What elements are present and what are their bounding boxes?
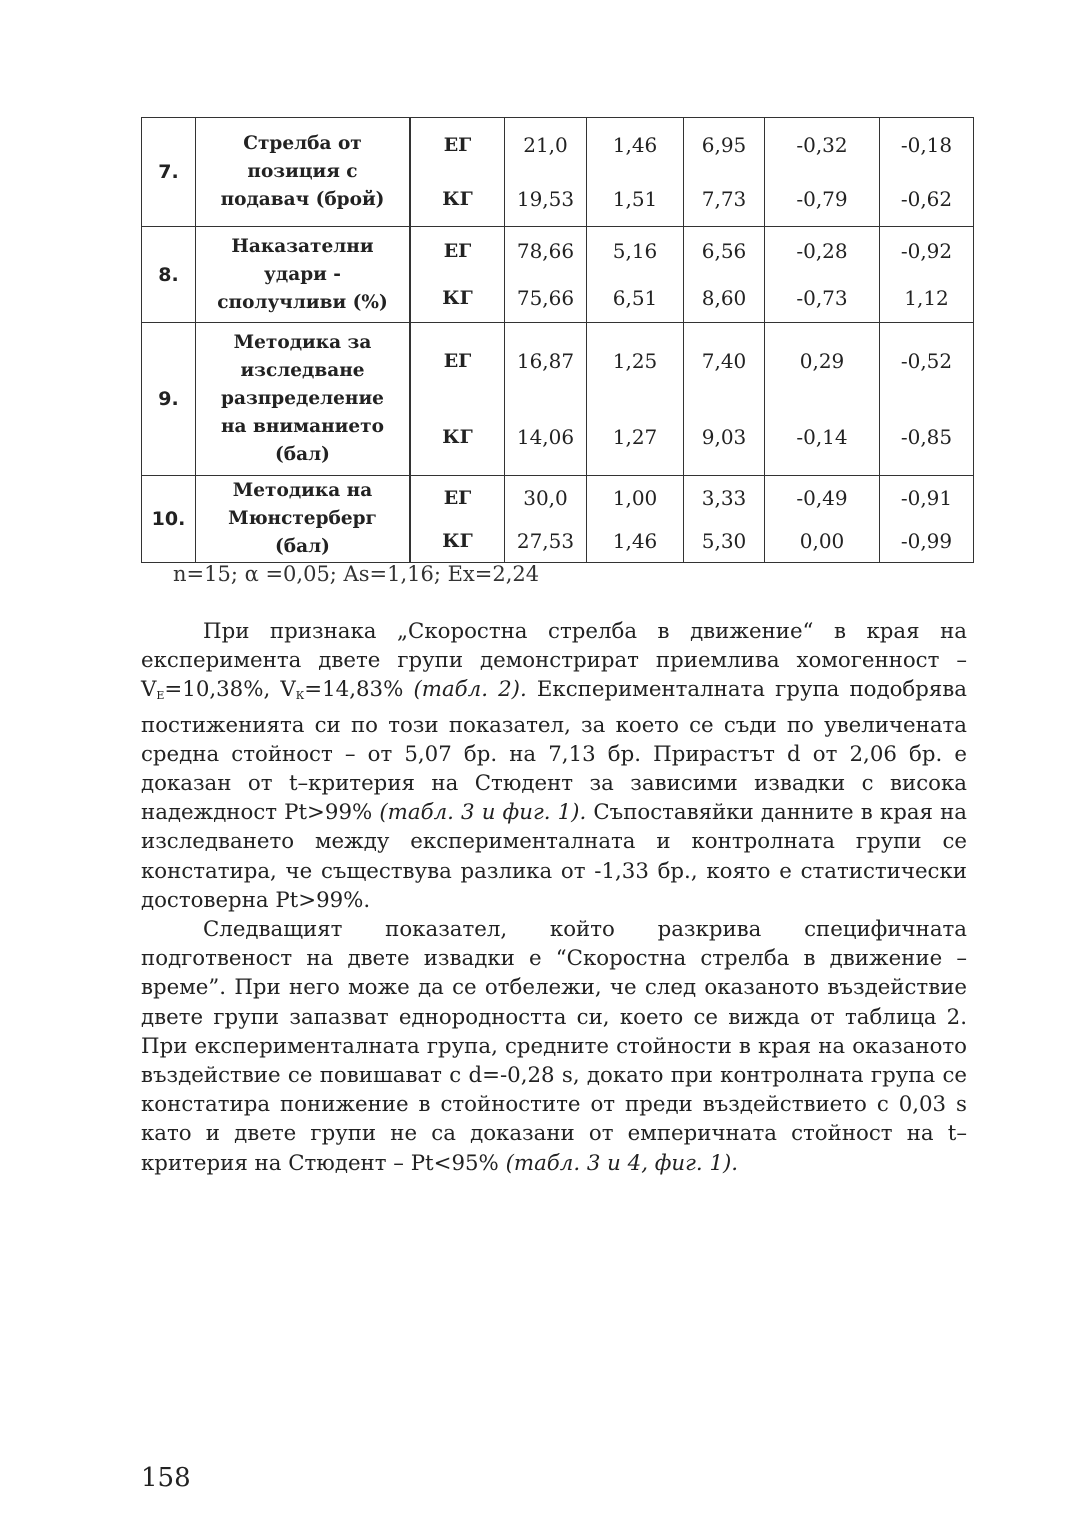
value-cell xyxy=(880,323,974,476)
indicator-name-line: Методика за xyxy=(233,332,372,353)
cell-value: 27,53 xyxy=(516,528,575,553)
page-number: 158 xyxy=(141,1463,191,1493)
group-cell xyxy=(410,227,505,323)
indicator-name-line: Стрелба от xyxy=(243,133,362,154)
group-label: КГ xyxy=(442,426,473,448)
cell-value: 30,0 xyxy=(523,485,568,510)
group-cell xyxy=(410,323,505,476)
value-cell xyxy=(505,476,587,563)
cell-value: 1,46 xyxy=(612,528,658,553)
cell-value: 1,27 xyxy=(612,425,658,449)
paragraph-1-text-a: При признака „Скоростна стрелба в движение“ в края на експеримента двете групи демонстрират приемлива хомогенност – V xyxy=(141,619,967,703)
group-label: ЕГ xyxy=(443,486,472,509)
value-cell xyxy=(684,118,765,227)
table-row xyxy=(142,118,974,227)
group-label: КГ xyxy=(442,188,473,210)
cell-value: 0,00 xyxy=(799,528,845,553)
cell-value: -0,92 xyxy=(900,238,953,263)
cell-value: -0,18 xyxy=(900,133,953,157)
indicator-name-line: (бал) xyxy=(275,444,330,465)
cell-value: -0,79 xyxy=(796,187,848,211)
table-footnote: n=15; α =0,05; As=1,16; Ex=2,24 xyxy=(173,562,540,586)
indicator-name-line: изследване xyxy=(240,360,365,381)
indicator-name-line: позиция с xyxy=(247,161,358,182)
table-body xyxy=(142,118,974,563)
body-text xyxy=(141,617,967,1178)
statistics-table xyxy=(141,117,974,563)
value-cell xyxy=(765,476,880,563)
cell-value: 5,30 xyxy=(701,528,747,553)
value-cell xyxy=(765,118,880,227)
cell-value: -0,85 xyxy=(900,425,953,449)
paragraph-1-text-b: =10,38%, V xyxy=(164,677,296,703)
paragraph-2 xyxy=(141,915,967,1178)
table-row xyxy=(142,323,974,476)
cell-value: -0,14 xyxy=(796,425,848,449)
value-cell xyxy=(505,118,587,227)
row-number: 8. xyxy=(142,227,196,323)
indicator-name xyxy=(196,227,411,323)
indicator-name-line: на вниманието xyxy=(221,416,384,437)
cell-value: -0,99 xyxy=(900,528,953,553)
indicator-name xyxy=(196,118,411,227)
cell-value: 7,40 xyxy=(701,349,747,373)
group-label: КГ xyxy=(442,529,473,552)
cell-value: 1,12 xyxy=(904,286,949,311)
indicator-name xyxy=(196,476,411,563)
cell-value: 1,00 xyxy=(612,485,658,510)
group-cell xyxy=(410,476,505,563)
cell-value: 19,53 xyxy=(516,187,575,211)
group-cell xyxy=(410,118,505,227)
row-number: 10. xyxy=(142,476,196,563)
cell-value: -0,62 xyxy=(900,187,953,211)
cell-value: -0,28 xyxy=(796,238,848,263)
cell-value: 1,46 xyxy=(612,133,658,157)
value-cell xyxy=(587,227,684,323)
row-number: 7. xyxy=(142,118,196,227)
cell-value: -0,73 xyxy=(796,286,848,311)
subscript-k: К xyxy=(295,689,305,703)
cell-value: 6,56 xyxy=(701,238,747,263)
table-row xyxy=(142,476,974,563)
cell-value: 8,60 xyxy=(701,286,747,311)
paragraph-1-text-d: Експерименталната група подобрява постиженията си по този показател, за което се съди по увеличената средна стойност – от 5,07 бр. на 7,13 бр. Прирастът d от 2,06 бр. е доказан от t–критерия на Стюдент за зависими извадки с висока надеждност Pt>99% xyxy=(141,677,967,826)
table-figure-reference: (табл. 3 и 4, фиг. 1). xyxy=(505,1150,739,1176)
indicator-name-line: Наказателни xyxy=(231,235,374,257)
paragraph-2-text: Следващият показател, който разкрива специфичната подготвеност на двете извадки е “Скоростна стрелба в движение – време”. При него може да се отбележи, че след оказаното въздействие двете групи запазват еднородността си, което се вижда от таблица 2. При експерименталната група, средните стойности в края на оказаното въздействие се повишават с d=-0,28 s, докато при контролната група се констатира понижение в стойностите от преди въздействието с 0,03 s като и двете групи не са доказани от емперичната стойност на t–критерия на Стюдент – Pt<95% xyxy=(141,917,967,1176)
cell-value: -0,52 xyxy=(900,349,953,373)
cell-value: -0,91 xyxy=(900,485,953,510)
value-cell xyxy=(587,323,684,476)
cell-value: 6,51 xyxy=(612,286,658,311)
indicator-name-line: удари - xyxy=(264,263,341,285)
cell-value: 3,33 xyxy=(701,485,747,510)
cell-value: 5,16 xyxy=(612,238,658,263)
table-reference: (табл. 2). xyxy=(413,677,527,703)
row-number: 9. xyxy=(142,323,196,476)
value-cell xyxy=(880,227,974,323)
cell-value: 7,73 xyxy=(701,187,747,211)
group-label: КГ xyxy=(442,287,473,310)
subscript-e: Е xyxy=(156,689,165,703)
indicator-name-line: Методика на xyxy=(232,480,373,501)
table-figure-reference: (табл. 3 и фиг. 1). xyxy=(379,800,587,826)
value-cell xyxy=(765,323,880,476)
value-cell xyxy=(505,227,587,323)
cell-value: 9,03 xyxy=(701,425,747,449)
value-cell xyxy=(880,476,974,563)
table-row xyxy=(142,227,974,323)
cell-value: 75,66 xyxy=(516,286,575,311)
value-cell xyxy=(587,476,684,563)
indicator-name-line: подавач (брой) xyxy=(220,189,385,210)
cell-value: -0,32 xyxy=(796,133,848,157)
cell-value: 6,95 xyxy=(701,133,747,157)
paragraph-1-text-e: Съпоставяйки данните в края на изследването между експерименталната и контролната групи се констатира, че съществува разлика от -1,33 бр., която е статистически достоверна Pt>99%. xyxy=(141,800,968,913)
cell-value: 21,0 xyxy=(523,133,568,157)
value-cell xyxy=(684,227,765,323)
indicator-name xyxy=(196,323,411,476)
cell-value: 78,66 xyxy=(516,238,575,263)
cell-value: -0,49 xyxy=(796,485,848,510)
cell-value: 1,25 xyxy=(612,349,658,373)
indicator-name-line: (бал) xyxy=(275,536,330,557)
cell-value: 1,51 xyxy=(612,187,658,211)
cell-value: 14,06 xyxy=(516,425,575,449)
group-label: ЕГ xyxy=(443,239,472,262)
indicator-name-line: разпределение xyxy=(221,388,384,409)
value-cell xyxy=(684,323,765,476)
indicator-name-line: Мюнстерберг xyxy=(228,508,377,529)
value-cell xyxy=(587,118,684,227)
value-cell xyxy=(765,227,880,323)
cell-value: 0,29 xyxy=(799,349,845,373)
paragraph-1 xyxy=(141,617,967,915)
value-cell xyxy=(684,476,765,563)
group-label: ЕГ xyxy=(443,350,472,372)
group-label: ЕГ xyxy=(443,134,472,156)
cell-value: 16,87 xyxy=(516,349,575,373)
value-cell xyxy=(880,118,974,227)
paragraph-1-text-c: =14,83% xyxy=(304,677,414,703)
value-cell xyxy=(505,323,587,476)
indicator-name-line: сполучливи (%) xyxy=(217,291,388,313)
